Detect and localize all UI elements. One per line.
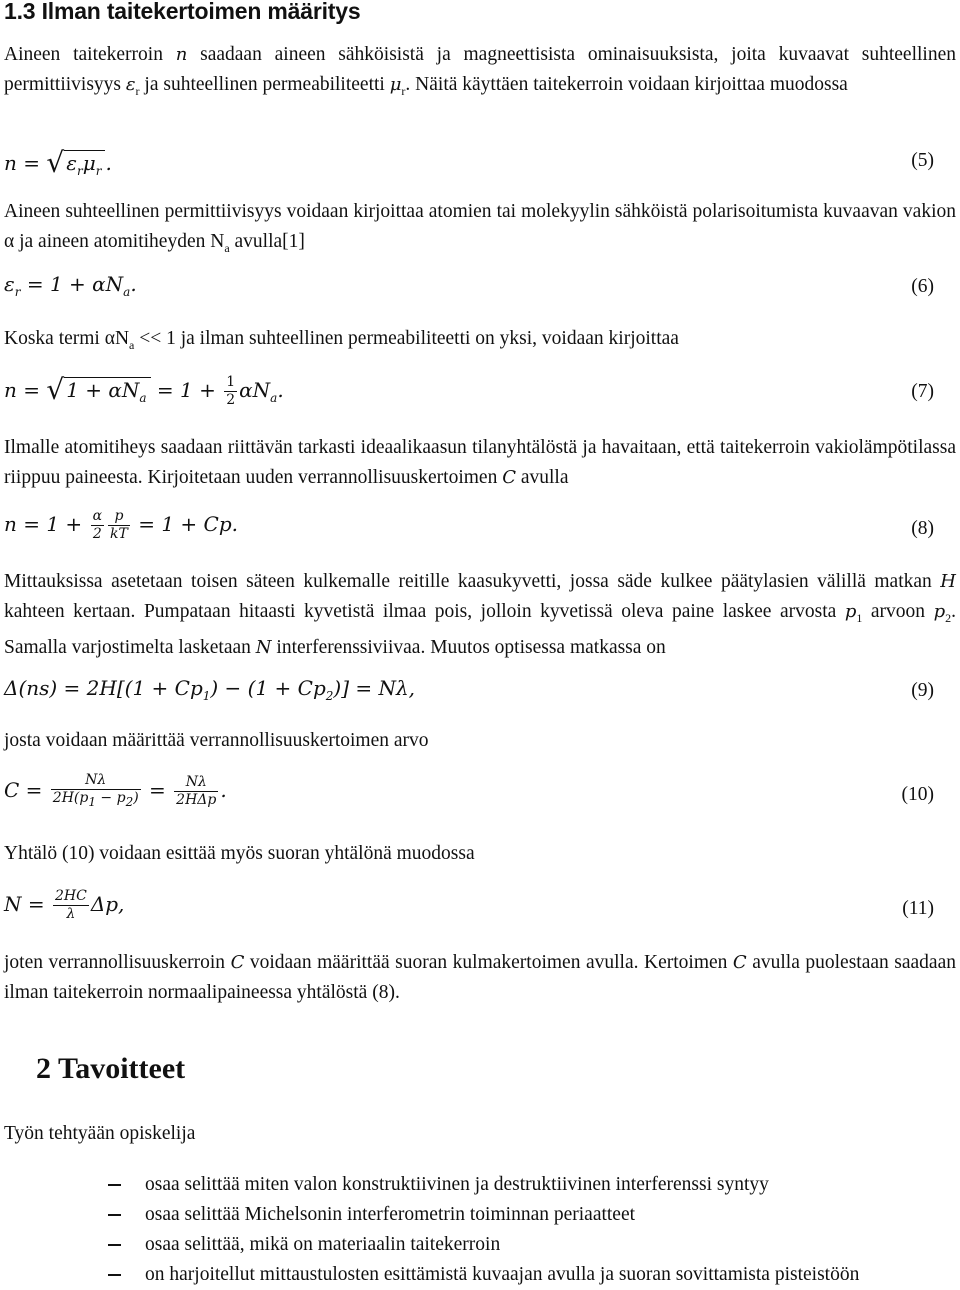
subscript: r bbox=[401, 83, 406, 98]
paragraph-koska: Koska termi $\alpha N_a << 1$ ja ilman suhteellinen permeabiliteetti on yksi, voidaan kirjoittaa bbox=[4, 328, 679, 352]
paragraph-permittivity: Aineen suhteellinen permittiivisyys voidaan kirjoittaa atomien tai molekyylin sähköistä polarisoitumista kuvaavan vakion α ja aineen atomitiheyden $N_a$ avulla[1] bbox=[4, 201, 956, 255]
paragraph-josta: josta voidaan määrittää verrannollisuuskertoimen arvo bbox=[4, 730, 429, 751]
formula: n = √ $1 + \alpha N_a = 1$ + $\frac{1}{2}$ $\alpha N_a$. bbox=[4, 373, 284, 408]
symbol-mu: μ bbox=[389, 74, 402, 95]
equation-number: (5) bbox=[911, 150, 934, 171]
equation-7 bbox=[4, 373, 956, 413]
sqrt-sign: √ bbox=[46, 373, 65, 406]
goals-list bbox=[0, 1170, 960, 1290]
paragraph-intro bbox=[4, 40, 956, 106]
dash-bullet bbox=[108, 1184, 121, 1186]
list-item-text: osaa selittää, mikä on materiaalin taitekerroin bbox=[145, 1234, 501, 1255]
list-item bbox=[0, 1170, 960, 1200]
equation-10 bbox=[4, 772, 956, 820]
text: . Näitä käyttäen taitekerroin voidaan kirjoittaa muodossa bbox=[405, 74, 848, 95]
sqrt-sign: √ bbox=[46, 146, 65, 179]
formula: N = $\frac{2HC}{\lambda}$ Δp, bbox=[4, 888, 125, 922]
text: saadaan aineen sähköisistä ja magneettisista ominaisuuksista, joita kuvaavat suhteellinen permittiivisyys bbox=[4, 44, 956, 95]
section-heading: 1.3 Ilman taitekertoimen määritys bbox=[4, 0, 361, 24]
dash-bullet bbox=[108, 1274, 121, 1276]
list-item bbox=[0, 1200, 960, 1230]
goals-intro: Työn tehtyään opiskelija bbox=[4, 1123, 196, 1144]
formula: n = √ $\varepsilon_r\mu_r$ . bbox=[4, 146, 112, 179]
list-item-text: osaa selittää Michelsonin interferometrin toiminnan periaatteet bbox=[145, 1204, 636, 1225]
equation-8 bbox=[4, 508, 956, 552]
equation-6 bbox=[4, 272, 956, 306]
list-item bbox=[0, 1260, 960, 1290]
equation-number: (6) bbox=[911, 276, 934, 297]
equation-number: (9) bbox=[911, 680, 934, 701]
paragraph-yhtalo: Yhtälö (10) voidaan esittää myös suoran yhtälönä muodossa bbox=[4, 843, 475, 864]
symbol-epsilon: ε bbox=[125, 74, 136, 95]
equation-number: (7) bbox=[911, 381, 934, 402]
formula: n = 1 + $\frac{\alpha}{2}$ $\frac{p}{kT}$ = 1 + Cp. bbox=[4, 508, 238, 542]
list-item-text: on harjoitellut mittaustulosten esittämistä kuvaajan avulla ja suoran sovittamista pisteistöön bbox=[145, 1264, 860, 1285]
subscript: r bbox=[135, 83, 140, 98]
equation-11 bbox=[4, 888, 956, 932]
paragraph-mittauksissa: Mittauksissa asetetaan toisen säteen kulkemalle reitille kaasukyvetti, jossa säde kulkee päätylasien välillä matkan H kahteen kertaan. Pumpataan hitaasti kyvetistä ilmaa pois, jolloin kyvetissä oleva paine laskee arvosta $p_1$ arvoon $p_2$. Samalla varjostimelta lasketaan N interferenssiviivaa. Muutos optisessa matkassa on bbox=[4, 571, 956, 658]
equation-9 bbox=[4, 676, 956, 710]
equation-number: (11) bbox=[902, 898, 934, 919]
chapter-heading: 2 Tavoitteet bbox=[36, 1052, 186, 1085]
text: ja suhteellinen permeabiliteetti bbox=[139, 74, 390, 95]
equation-number: (10) bbox=[901, 784, 934, 805]
symbol-n: n bbox=[175, 44, 188, 65]
dash-bullet bbox=[108, 1214, 121, 1216]
formula: $\varepsilon_r = 1 + \alpha N_a$. bbox=[4, 272, 137, 299]
dash-bullet bbox=[108, 1244, 121, 1246]
equation-number: (8) bbox=[911, 518, 934, 539]
list-item-text: osaa selittää miten valon konstruktiivinen ja destruktiivinen interferenssi syntyy bbox=[145, 1174, 769, 1195]
equation-5 bbox=[4, 146, 956, 180]
formula: $\Delta(ns) = 2H[(1 + Cp_1) - (1 + Cp_2)] = N\lambda$, bbox=[4, 676, 416, 703]
paragraph-joten: joten verrannollisuuskerroin C voidaan määrittää suoran kulmakertoimen avulla. Kertoimen C avulla puolestaan saadaan ilman taitekerroin normaalipaineessa yhtälöstä (8). bbox=[4, 952, 956, 1003]
text: Aineen taitekerroin bbox=[4, 44, 176, 65]
list-item bbox=[0, 1230, 960, 1260]
paragraph-ilmalle: Ilmalle atomitiheys saadaan riittävän tarkasti ideaalikaasun tilanyhtälöstä ja havaitaan, että taitekerroin vakiolämpötilassa riippuu paineesta. Kirjoitetaan uuden verrannollisuuskertoimen C avulla bbox=[4, 437, 956, 488]
formula: C = $\frac{N\lambda}{2H(p_1 - p_2)}$ = $\frac{N\lambda}{\text{2HΔp}}$ . bbox=[4, 772, 227, 809]
